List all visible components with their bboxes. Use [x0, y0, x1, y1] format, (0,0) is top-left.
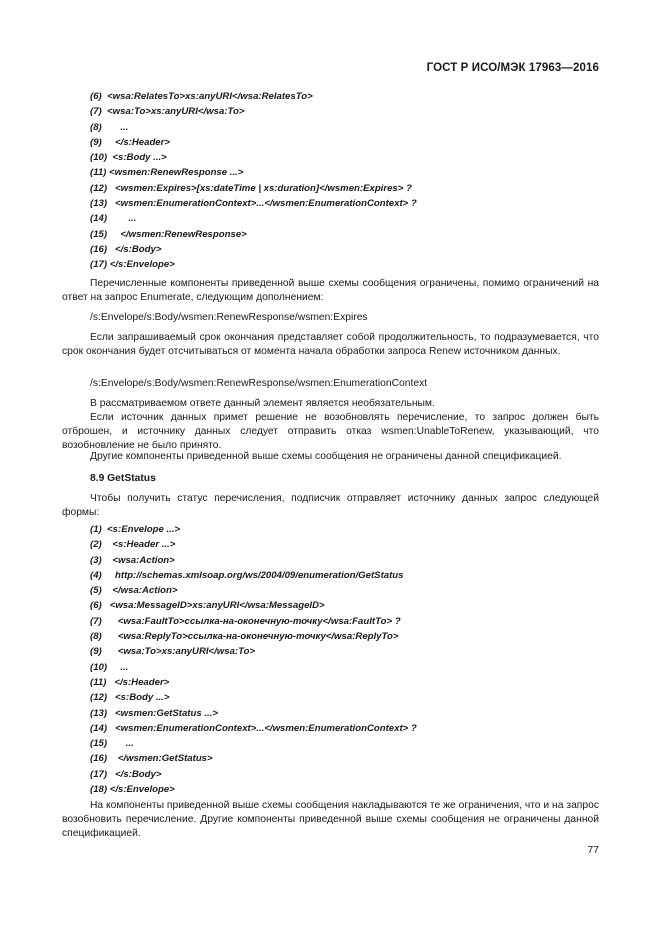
code-line: (16) </wsmen:GetStatus> — [90, 753, 213, 765]
code-line: (10) ... — [90, 661, 129, 673]
code-line: (14) ... — [90, 213, 137, 225]
code-line: (1) <s:Envelope ...> — [90, 524, 181, 535]
code-line: (11) </s:Header> — [90, 676, 170, 688]
code-line: (5) </wsa:Action> — [90, 585, 178, 597]
paragraph-getstatus-intro: Чтобы получить статус перечисления, подписчик отправляет источнику данных запрос следующей формы: — [62, 493, 599, 519]
paragraph-unable-to-renew: Если источник данных примет решение не возобновлять перечисление, то запрос должен быть отброшен, и источнику данных следует отправить отказ wsmen:UnableToRenew, указывающий, что возобновление не было принято. — [62, 412, 599, 452]
code-line: (6) <wsa:MessageID>xs:anyURI</wsa:MessageID> — [90, 600, 325, 612]
code-block-getstatus — [62, 522, 599, 797]
code-block-renew-response — [62, 89, 599, 273]
code-line: (11) <wsmen:RenewResponse ...> — [90, 167, 244, 179]
code-line: (14) <wsmen:EnumerationContext>...</wsmen:EnumerationContext> ? — [90, 722, 417, 734]
paragraph-same-restrictions: На компоненты приведенной выше схемы сообщения накладываются те же ограничения, что и на запрос возобновить перечисление. Другие компоненты приведенной выше схемы сообщения не ограничены данной спецификацией. — [62, 800, 599, 840]
code-line: (12) <s:Body ...> — [90, 692, 170, 704]
paragraph-duration: Если запрашиваемый срок окончания представляет собой продолжительность, то подразумевается, что срок окончания будет отсчитываться от момента начала обработки запроса Renew источником данных. — [62, 332, 599, 358]
code-line: (3) <wsa:Action> — [90, 554, 175, 566]
code-line: (8) ... — [90, 121, 129, 133]
code-line: (10) <s:Body ...> — [90, 152, 167, 164]
code-line: (9) <wsa:To>xs:anyURI</wsa:To> — [90, 646, 256, 658]
paragraph-other-components: Другие компоненты приведенной выше схемы сообщения не ограничены данной спецификацией. — [90, 451, 562, 462]
code-line: (17) </s:Envelope> — [90, 259, 175, 271]
code-line: (15) ... — [90, 738, 134, 750]
code-line: (7) <wsa:FaultTo>ссылка-на-оконечную-точку</wsa:FaultTo> ? — [90, 615, 401, 627]
code-line: (15) </wsmen:RenewResponse> — [90, 228, 247, 240]
page-number: 77 — [587, 845, 599, 856]
paragraph-optional: В рассматриваемом ответе данный элемент является необязательным. — [90, 398, 435, 409]
code-line: (6) <wsa:RelatesTo>xs:anyURI</wsa:RelatesTo> — [90, 91, 313, 102]
section-heading: 8.9 GetStatus — [90, 473, 156, 484]
code-line: (2) <s:Header ...> — [90, 539, 176, 551]
code-line: (18) </s:Envelope> — [90, 784, 175, 796]
code-line: (7) <wsa:To>xs:anyURI</wsa:To> — [90, 106, 245, 118]
code-line: (9) </s:Header> — [90, 136, 170, 148]
code-line: (4) http://schemas.xmlsoap.org/ws/2004/09/enumeration/GetStatus — [90, 569, 404, 581]
document-header: ГОСТ Р ИСО/МЭК 17963—2016 — [426, 62, 599, 74]
code-line: (12) <wsmen:Expires>[xs:dateTime | xs:duration]</wsmen:Expires> ? — [90, 182, 412, 194]
paragraph-restrictions: Перечисленные компоненты приведенной выше схемы сообщения ограничены, помимо ограничений на ответ на запрос Enumerate, следующим дополнением: — [62, 278, 599, 304]
code-line: (8) <wsa:ReplyTo>ссылка-на-оконечную-точку</wsa:ReplyTo> — [90, 631, 399, 643]
code-line: (17) </s:Body> — [90, 768, 162, 780]
code-line: (16) </s:Body> — [90, 243, 162, 255]
code-line: (13) <wsmen:EnumerationContext>...</wsmen:EnumerationContext> ? — [90, 198, 417, 210]
xpath-expires: /s:Envelope/s:Body/wsmen:RenewResponse/wsmen:Expires — [90, 312, 368, 323]
xpath-enumeration-context: /s:Envelope/s:Body/wsmen:RenewResponse/wsmen:EnumerationContext — [90, 378, 428, 389]
code-line: (13) <wsmen:GetStatus ...> — [90, 707, 218, 719]
